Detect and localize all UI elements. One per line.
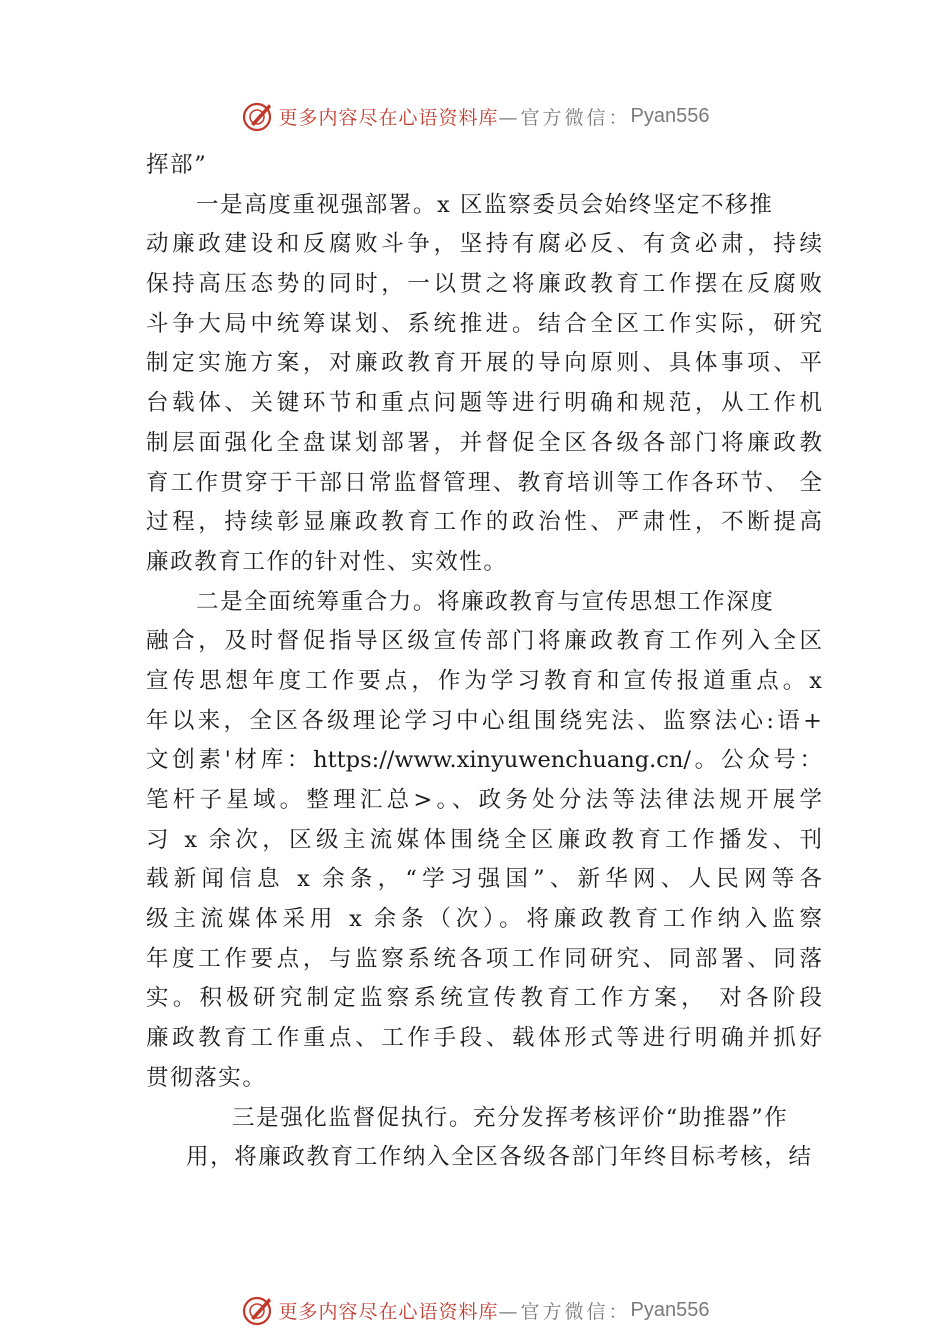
body-line: 年度工作要点，与监察系统各项工作同研究、同部署、同落 [146, 945, 822, 972]
body-line: 制定实施方案，对廉政教育开展的导向原则、具体事项、平 [146, 350, 822, 377]
logo-icon [241, 99, 275, 133]
body-line: 动廉政建设和反腐败斗争，坚持有腐必反、有贪必肃，持续 [146, 231, 822, 258]
footer-banner-gray-text: —官方微信： [498, 1300, 631, 1323]
body-line: 制层面强化全盘谋划部署，并督促全区各级各部门将廉政教 [146, 429, 822, 456]
body-line: 实。积极研究制定监察系统宣传教育工作方案， 对各阶段 [146, 985, 822, 1012]
document-body [146, 146, 822, 1178]
body-line: 年以来，全区各级理论学习中心组围绕宪法、监察法心:语+ [146, 707, 822, 734]
header-banner [0, 96, 950, 136]
body-line: 廉政教育工作重点、工作手段、载体形式等进行明确并抓好 [146, 1025, 822, 1052]
body-line: 保持高压态势的同时，一以贯之将廉政教育工作摆在反腐败 [146, 271, 822, 298]
footer-banner [0, 1290, 950, 1330]
body-line: 载新闻信息 x 余条，“学习强国”、新华网、人民网等各 [146, 866, 822, 893]
header-banner-red-text: 更多内容尽在心语资料库 [278, 106, 499, 129]
body-line: 一是高度重视强部署。x 区监察委员会始终坚定不移推 [196, 191, 774, 218]
body-line: 级主流媒体采用 x 余条（次）。将廉政教育工作纳入监察 [146, 906, 822, 933]
body-line: 笔杆子星域。整理汇总>。、政务处分法等法律法规开展学 [146, 787, 822, 813]
footer-banner-id: Pyan556 [630, 1298, 710, 1321]
body-line: 用，将廉政教育工作纳入全区各级各部门年终目标考核，结 [186, 1144, 813, 1171]
body-line: 文创素'材库：https://www.xinyuwenchuang.cn/。公众号： [146, 747, 822, 774]
header-banner-id: Pyan556 [630, 104, 710, 127]
body-line: 三是强化监督促执行。充分发挥考核评价“助推器”作 [232, 1104, 789, 1131]
body-line: 育工作贯穿于干部日常监督管理、教育培训等工作各环节、 全 [146, 469, 822, 496]
body-line: 台载体、关键环节和重点问题等进行明确和规范，从工作机 [146, 390, 822, 417]
logo-icon [241, 1293, 275, 1327]
body-line: 融合，及时督促指导区级宣传部门将廉政教育工作列入全区 [146, 628, 822, 655]
body-line: 廉政教育工作的针对性、实效性。 [146, 548, 508, 575]
body-line: 二是全面统筹重合力。将廉政教育与宣传思想工作深度 [196, 588, 775, 615]
header-banner-gray-text: —官方微信： [498, 106, 631, 129]
body-line: 贯彻落实。 [146, 1064, 267, 1091]
body-line: 宣传思想年度工作要点，作为学习教育和宣传报道重点。x [146, 667, 822, 694]
body-line: 挥部” [146, 152, 208, 178]
footer-banner-red-text: 更多内容尽在心语资料库 [278, 1300, 499, 1323]
body-line: 过程，持续彰显廉政教育工作的政治性、严肃性，不断提高 [146, 509, 822, 536]
body-line: 斗争大局中统筹谋划、系统推进。结合全区工作实际，研究 [146, 310, 822, 337]
body-line: 习 x 余次，区级主流媒体围绕全区廉政教育工作播发、刊 [146, 826, 822, 853]
